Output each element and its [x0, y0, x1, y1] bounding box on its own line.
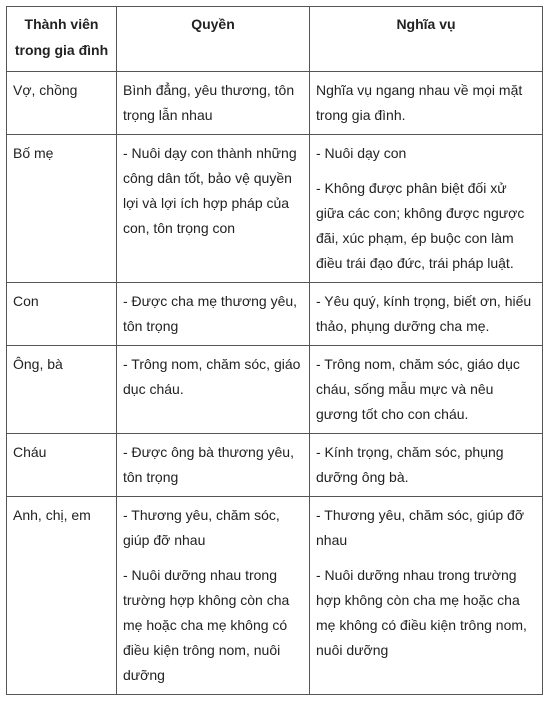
rights-text: - Trông nom, chăm sóc, giáo dục cháu. — [123, 356, 301, 397]
table-row — [7, 497, 543, 695]
rights-cell — [117, 497, 310, 695]
header-rights: Quyền — [117, 7, 310, 72]
rights-text: - Thương yêu, chăm sóc, giúp đỡ nhau — [123, 507, 280, 548]
rights-text: - Nuôi dưỡng nhau trong trường hợp không còn cha mẹ hoặc cha mẹ không có điều kiện trông nom, nuôi dưỡng — [123, 567, 290, 683]
duties-cell — [310, 135, 543, 283]
duties-cell — [310, 497, 543, 695]
duties-text: - Kính trọng, chăm sóc, phụng dưỡng ông bà. — [316, 444, 504, 485]
duties-text: Nghĩa vụ ngang nhau về mọi mặt trong gia đình. — [316, 82, 523, 123]
header-duties: Nghĩa vụ — [310, 7, 543, 72]
rights-cell — [117, 72, 310, 135]
duties-cell — [310, 283, 543, 346]
table-header-row — [7, 7, 543, 72]
table-row — [7, 434, 543, 497]
member-cell: Vợ, chồng — [7, 72, 117, 135]
rights-text: - Được cha mẹ thương yêu, tôn trọng — [123, 293, 298, 334]
member-cell: Ông, bà — [7, 346, 117, 434]
duties-cell — [310, 434, 543, 497]
rights-cell — [117, 283, 310, 346]
table-row — [7, 135, 543, 283]
duties-cell — [310, 72, 543, 135]
member-cell: Cháu — [7, 434, 117, 497]
member-cell: Bố mẹ — [7, 135, 117, 283]
family-rights-table — [6, 6, 543, 695]
rights-cell — [117, 346, 310, 434]
duties-text: - Thương yêu, chăm sóc, giúp đỡ nhau — [316, 507, 525, 548]
duties-text: - Không được phân biệt đối xử giữa các con; không được ngược đãi, xúc phạm, ép buộc con làm điều trái đạo đức, trái pháp luật. — [316, 180, 525, 271]
duties-text: - Trông nom, chăm sóc, giáo dục cháu, sống mẫu mực và nêu gương tốt cho con cháu. — [316, 356, 520, 422]
member-cell: Anh, chị, em — [7, 497, 117, 695]
header-member: Thành viên trong gia đình — [7, 7, 117, 72]
table-row — [7, 72, 543, 135]
rights-text: Bình đẳng, yêu thương, tôn trọng lẫn nhau — [123, 82, 295, 123]
rights-cell — [117, 135, 310, 283]
rights-cell — [117, 434, 310, 497]
duties-text: - Nuôi dưỡng nhau trong trường hợp không còn cha mẹ hoặc cha mẹ không có điều kiện trông nom, nuôi dưỡng — [316, 567, 527, 658]
member-cell: Con — [7, 283, 117, 346]
duties-text: - Yêu quý, kính trọng, biết ơn, hiếu thảo, phụng dưỡng cha mẹ. — [316, 293, 532, 334]
table-row — [7, 346, 543, 434]
duties-text: - Nuôi dạy con — [316, 145, 407, 161]
rights-text: - Nuôi dạy con thành những công dân tốt, bảo vệ quyền lợi và lợi ích hợp pháp của con, tôn trọng con — [123, 145, 297, 236]
rights-text: - Được ông bà thương yêu, tôn trọng — [123, 444, 294, 485]
table-row — [7, 283, 543, 346]
duties-cell — [310, 346, 543, 434]
